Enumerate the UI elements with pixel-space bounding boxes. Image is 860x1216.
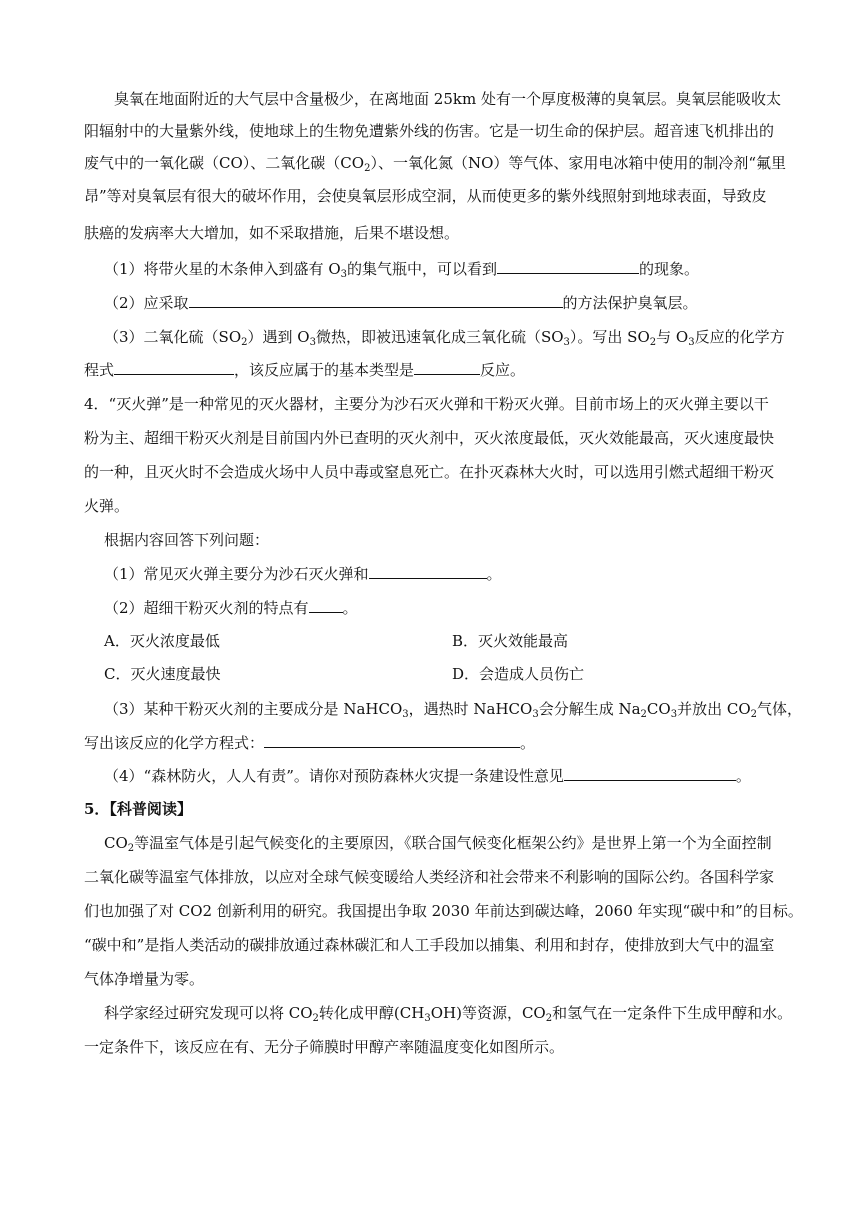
text: 。 [342,599,358,617]
text: ，该反应属于的基本类型是 [234,361,415,379]
subscript: 3 [670,709,678,720]
answer-blank[interactable] [369,564,487,579]
subscript: 3 [563,337,570,348]
q4-question-2 [104,598,834,618]
text: 们也加强了对 CO2 创新利用的研究。我国提出争取 2030 年前达到碳达峰，2060 年实现“碳中和”的目标。 [84,902,803,920]
text: CO [104,834,128,852]
text: 反应的化学方 [694,328,785,346]
q4-question-4 [104,766,834,786]
q4-question-3 [104,699,834,719]
text: 5．【科普阅读】 [84,800,192,818]
ozone-paragraph-line [84,121,814,141]
text: ）遇到 O [247,328,310,346]
option-a[interactable] [104,631,404,651]
text: 。 [486,565,502,583]
text: D．会造成人员伤亡 [452,665,585,683]
ozone-question-3-line2 [84,360,814,380]
text: “碳中和”是指人类活动的碳排放通过森林碳汇和人工手段加以捕集、利用和封存，使排放到大气中的温室 [84,936,775,954]
text: 转化成甲醇(CH [318,1004,425,1022]
text: 的方法保护臭氧层。 [562,294,698,312]
text: （1）将带火星的木条伸入到盛有 O [104,260,341,278]
text: （1）常见灭火弹主要分为沙石灭火弹和 [104,565,369,583]
text: 的一种，且灭火时不会造成火场中人员中毒或窒息死亡。在扑灭森林大火时，可以选用引燃式超细干粉灭 [84,463,775,481]
ozone-paragraph-line [84,223,814,243]
text: OH)等资源，CO [430,1004,546,1022]
q5-paragraph-line [84,901,814,921]
q5-paragraph-line [84,867,814,887]
text: 气体净增量为零。 [84,970,205,988]
text: 根据内容回答下列问题： [104,531,270,549]
text: ）。写出 SO [569,328,650,346]
q4-paragraph-line [84,496,814,516]
text: 。 [735,767,751,785]
subscript: 3 [402,709,409,720]
answer-blank[interactable] [414,360,480,375]
subscript: 2 [241,337,248,348]
q5-paragraph-line [84,969,814,989]
q4-paragraph-line [84,394,814,414]
text: 反应。 [480,361,526,379]
q4-question-3-line2 [84,733,814,753]
text: 粉为主、超细干粉灭火剂是目前国内外已查明的灭火剂中，灭火浓度最低，灭火效能最高，灭火速度最快 [84,429,775,447]
q4-paragraph-line [84,462,814,482]
text: 。 [520,734,536,752]
answer-blank[interactable] [264,733,520,748]
text: 科学家经过研究发现可以将 CO [104,1004,313,1022]
subscript: 2 [750,709,757,720]
subscript: 3 [532,709,539,720]
text: 的现象。 [639,260,700,278]
text: 的集气瓶中，可以看到 [347,260,498,278]
text: （3）某种干粉灭火剂的主要成分是 NaHCO [104,700,403,718]
text: ）、一氧化氮（NO）等气体、家用电冰箱中使用的制冷剂“氟里 [370,154,787,172]
text: 4．“灭火弹”是一种常见的灭火器材，主要分为沙石灭火弹和干粉灭火弹。目前市场上的灭火弹主要以干 [84,395,769,413]
q5-paragraph-line [84,935,814,955]
option-b[interactable] [452,631,752,651]
subscript: 2 [649,337,657,348]
text: B．灭火效能最高 [452,632,569,650]
text: A．灭火浓度最低 [104,632,220,650]
text: 火弹。 [84,497,130,515]
subscript: 3 [309,337,316,348]
text: C．灭火速度最快 [104,665,221,683]
subscript: 2 [640,709,647,720]
q5-paragraph-line [104,833,834,853]
text: （4）“森林防火，人人有责”。请你对预防森林火灾提一条建设性意见 [104,767,564,785]
text: ，遇热时 NaHCO [408,700,533,718]
q5-paragraph-line [104,1003,834,1023]
ozone-paragraph-line [84,153,814,173]
subscript: 2 [312,1013,319,1024]
text: 一定条件下，该反应在有、无分子筛膜时甲醇产率随温度变化如图所示。 [84,1038,565,1056]
text: 二氧化碳等温室气体排放，以应对全球气候变暖给人类经济和社会带来不利影响的国际公约。各国科学家 [84,868,775,886]
answer-blank[interactable] [189,293,563,308]
text: （2）应采取 [104,294,189,312]
text: 和氢气在一定条件下生成甲醇和水。 [552,1004,793,1022]
text: 与 O [656,328,689,346]
text: （2）超细干粉灭火剂的特点有 [104,599,309,617]
option-c[interactable] [104,664,404,684]
subscript: 2 [545,1013,553,1024]
text: 等温室气体是引起气候变化的主要原因，《联合国气候变化框架公约》是世界上第一个为全面控制 [134,834,772,852]
text: 并放出 CO [677,700,751,718]
subscript: 3 [424,1013,431,1024]
text: 微热，即被迅速氧化成三氧化硫（SO [315,328,564,346]
ozone-paragraph-line [84,186,814,206]
text: 气体， [757,700,803,718]
text: 会分解生成 Na [538,700,641,718]
q5-paragraph-line [84,1037,814,1057]
q4-paragraph-line [84,428,814,448]
text: 写出该反应的化学方程式： [84,734,265,752]
subscript: 2 [364,163,371,174]
answer-blank[interactable] [114,360,234,375]
option-d[interactable] [452,664,752,684]
text: 肤癌的发病率大大增加，如不采取措施，后果不堪设想。 [84,224,460,242]
text: 阳辐射中的大量紫外线，使地球上的生物免遭紫外线的伤害。它是一切生命的保护层。超音速飞机排出的 [84,122,775,140]
text: （3）二氧化硫（SO [104,328,242,346]
q5-heading [84,799,814,819]
text: 程式 [84,361,115,379]
q4-prompt [104,530,834,550]
subscript: 3 [688,337,695,348]
text: 臭氧在地面附近的大气层中含量极少，在离地面 25km 处有一个厚度极薄的臭氧层。臭氧层能吸收太 [114,90,781,108]
answer-blank[interactable] [309,598,343,613]
answer-blank[interactable] [497,259,639,274]
text: CO [646,700,671,718]
subscript: 2 [127,843,135,854]
ozone-question-2 [104,293,834,313]
answer-blank[interactable] [564,766,736,781]
subscript: 3 [340,269,347,280]
ozone-question-3 [104,327,834,347]
ozone-paragraph-line [114,89,844,109]
text: 废气中的一氧化碳（CO）、二氧化碳（CO [84,154,365,172]
text: 昂”等对臭氧层有很大的破坏作用，会使臭氧层形成空洞，从而使更多的紫外线照射到地球表面，导致皮 [84,187,767,205]
q4-question-1 [104,564,834,584]
ozone-question-1 [104,259,834,279]
